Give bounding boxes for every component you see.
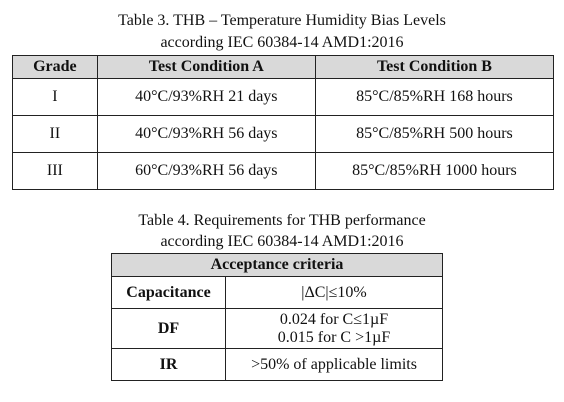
table3-caption-line2: according IEC 60384-14 AMD1:2016 [160,34,404,51]
header-acceptance-criteria: Acceptance criteria [112,254,443,277]
table-header-row [13,56,554,79]
thb-requirements-table [111,253,443,381]
table-row [13,79,554,116]
condition-b-cell: 85°C/85%RH 500 hours [315,116,553,153]
grade-cell: II [13,116,98,153]
row-value-df [226,309,443,349]
table-row [112,309,443,349]
grade-cell: I [13,79,98,116]
table-row [13,153,554,190]
condition-a-cell: 60°C/93%RH 56 days [97,153,315,190]
grade-cell: III [13,153,98,190]
table-row [112,277,443,309]
header-test-condition-b: Test Condition B [315,56,553,79]
value-line: 0.015 for C >1µF [277,328,391,346]
header-grade: Grade [13,56,98,79]
table-row [13,116,554,153]
value-line: 0.024 for C≤1µF [279,310,389,328]
row-value-capacitance [226,277,443,309]
value-line: |ΔC|≤10% [301,283,367,301]
table4-caption-line1: Table 4. Requirements for THB performance [138,212,426,229]
row-label-ir: IR [112,349,226,381]
row-value-ir [226,349,443,381]
row-label-capacitance: Capacitance [112,277,226,309]
condition-b-cell: 85°C/85%RH 1000 hours [315,153,553,190]
condition-a-cell: 40°C/93%RH 21 days [97,79,315,116]
table4-caption-line2: according IEC 60384-14 AMD1:2016 [160,233,404,250]
condition-a-cell: 40°C/93%RH 56 days [97,116,315,153]
value-line: >50% of applicable limits [251,355,417,373]
condition-b-cell: 85°C/85%RH 168 hours [315,79,553,116]
table-row [112,349,443,381]
row-label-df: DF [112,309,226,349]
header-test-condition-a: Test Condition A [97,56,315,79]
thb-levels-table [12,55,554,190]
table-header-row [112,254,443,277]
table3-caption-line1: Table 3. THB – Temperature Humidity Bias Levels [118,12,446,29]
